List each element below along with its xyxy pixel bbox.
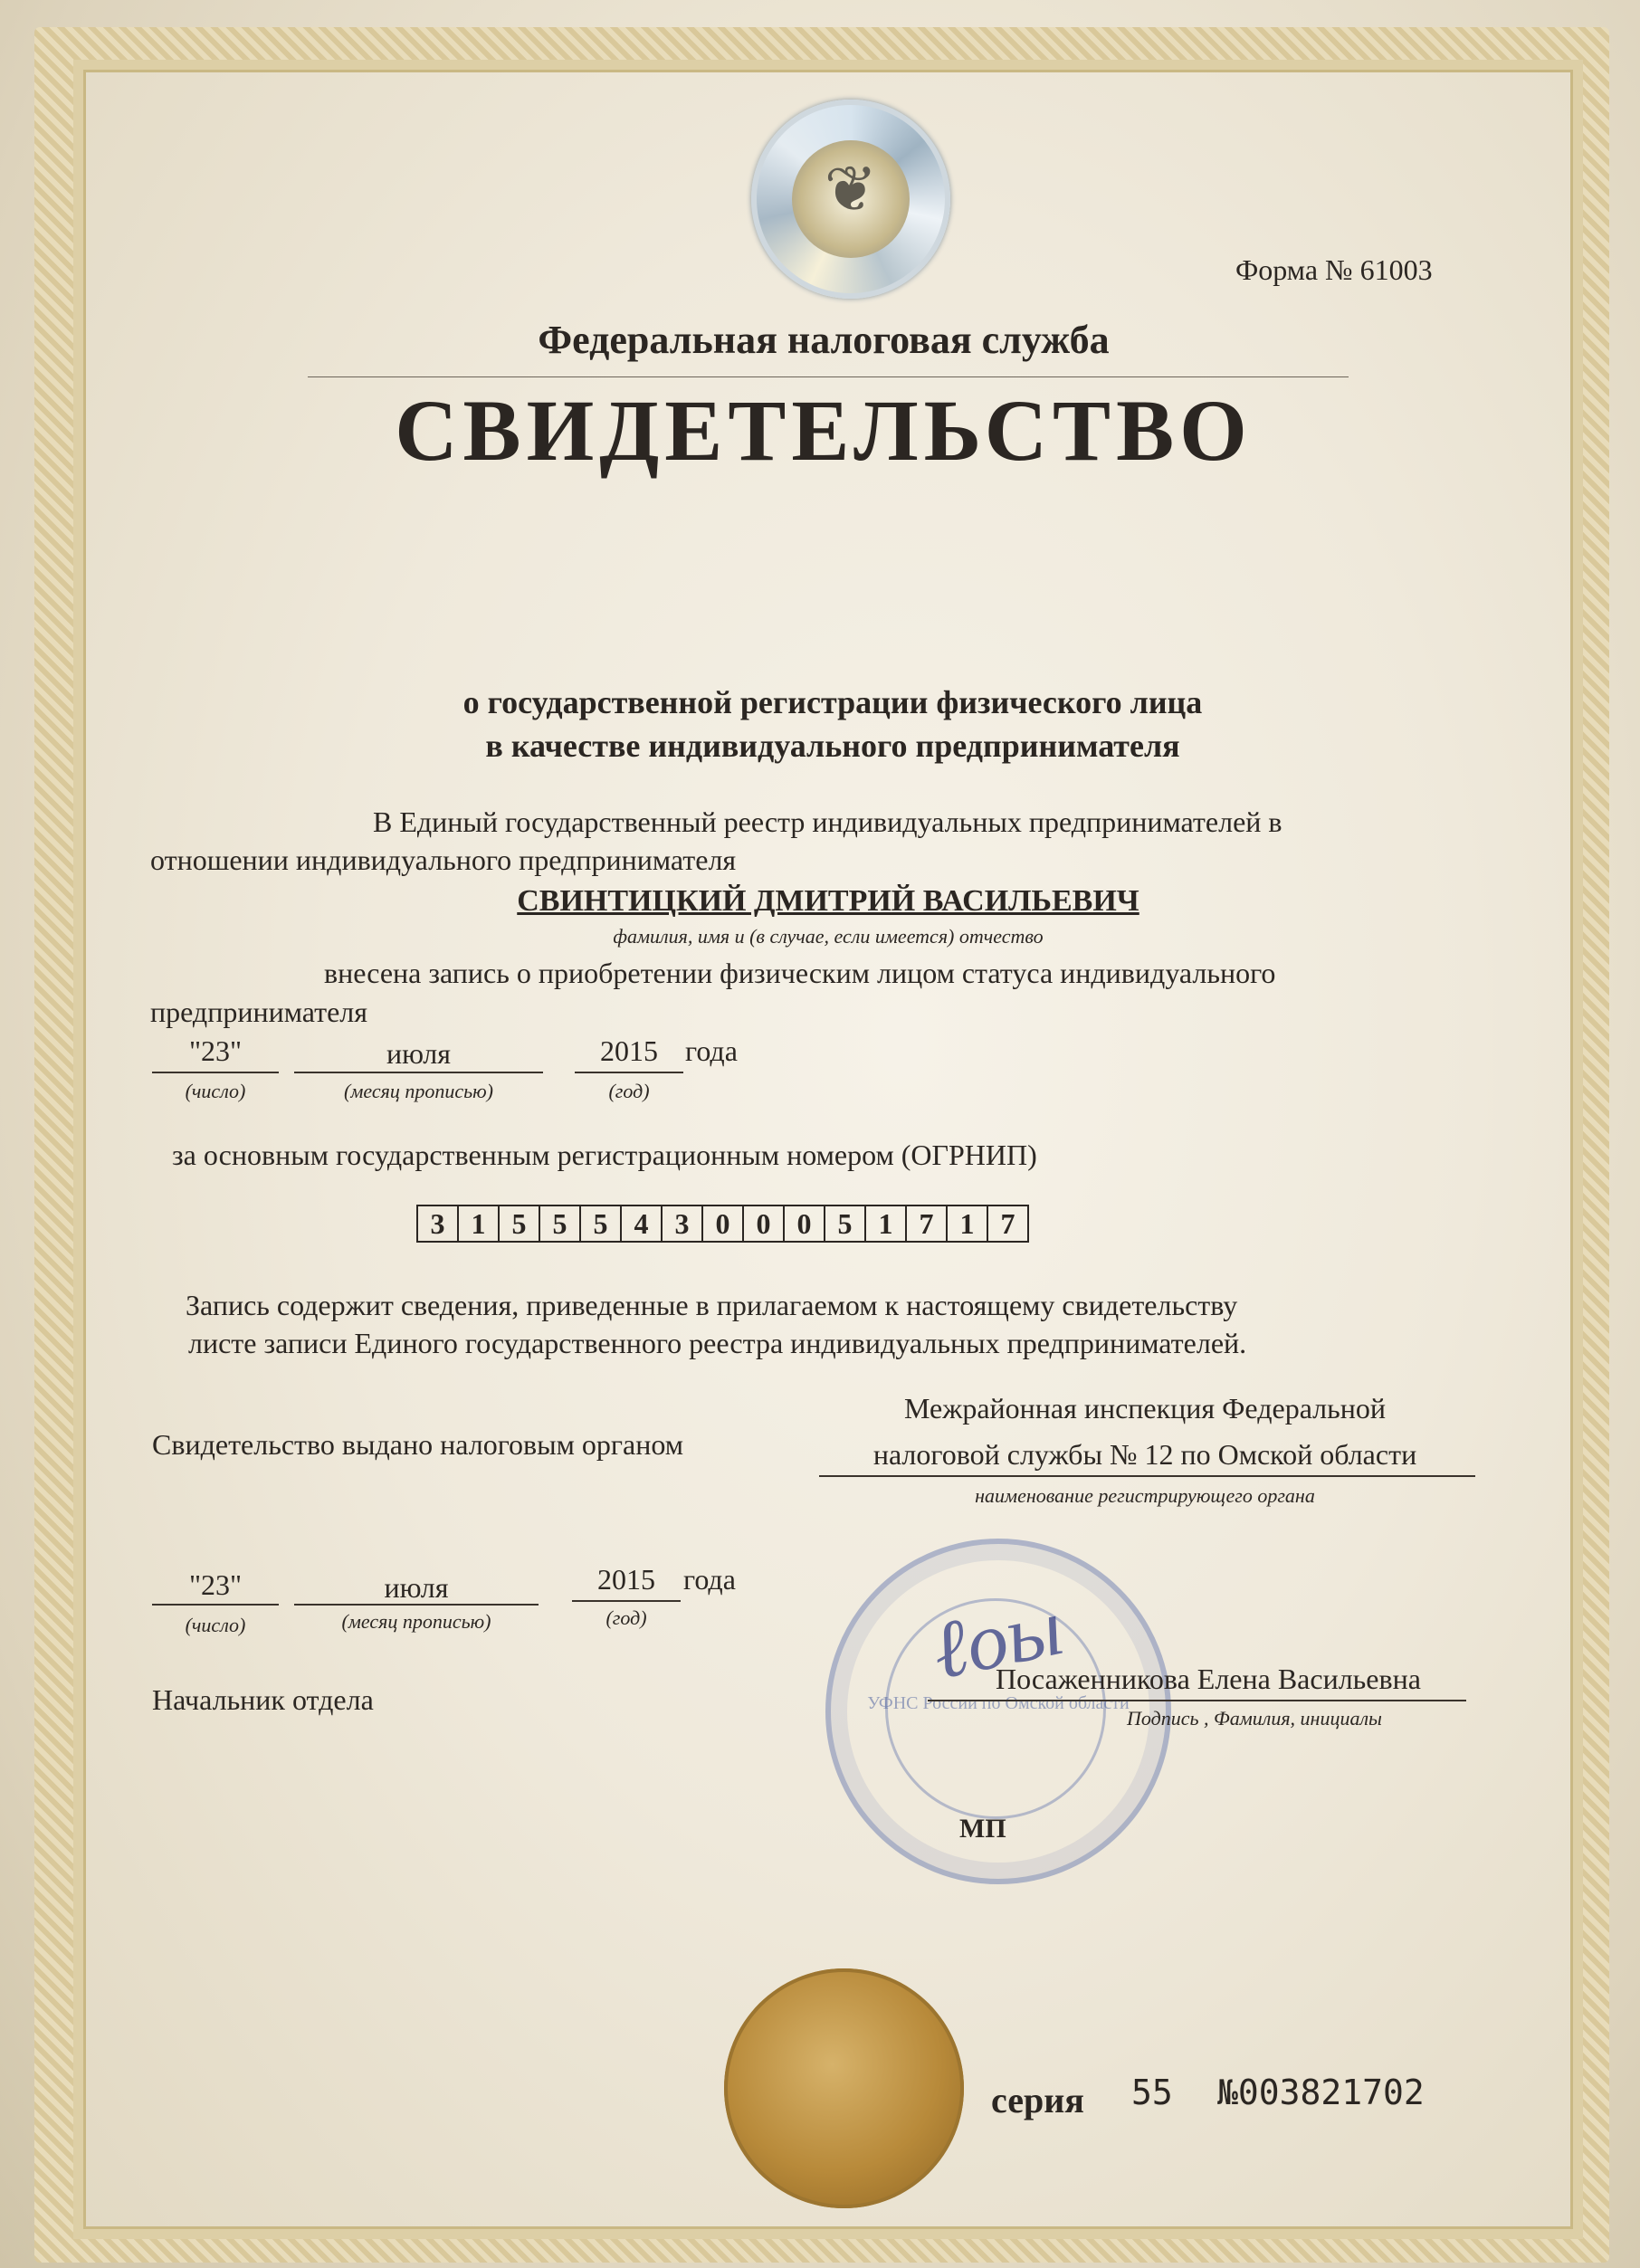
- record-line-1: внесена запись о приобретении физическим лицом статуса индивидуального: [324, 957, 1276, 989]
- ogrnip-digit: 5: [539, 1205, 581, 1243]
- intro-line-2: отношении индивидуального предпринимателя: [150, 843, 737, 876]
- ogrnip-digit: 3: [661, 1205, 703, 1243]
- date1-day: "23": [188, 1034, 243, 1067]
- date1-month-line: [294, 1072, 543, 1073]
- intro-line-1: В Единый государственный реестр индивидуальных предпринимателей в: [373, 805, 1282, 838]
- ogrnip-digit: 7: [905, 1205, 948, 1243]
- record-line-2: предпринимателя: [150, 996, 367, 1028]
- subtitle-line-1: о государственной регистрации физического лица: [462, 684, 1203, 720]
- date2-year: 2015: [597, 1563, 655, 1596]
- date1-year: 2015: [600, 1034, 658, 1067]
- ogrnip-digit: 7: [987, 1205, 1029, 1243]
- agency-underline: [308, 376, 1349, 377]
- date2-year-line: [572, 1600, 681, 1602]
- issuer-caption: наименование регистрирующего органа: [975, 1484, 1315, 1507]
- date2-day-caption: (число): [185, 1614, 246, 1636]
- mp-mark: МП: [959, 1814, 1006, 1844]
- entrepreneur-name-caption: фамилия, имя и (в случае, если имеется) отчество: [613, 925, 1044, 948]
- entrepreneur-name: СВИНТИЦКИЙ ДМИТРИЙ ВАСИЛЬЕВИЧ: [517, 884, 1139, 918]
- ogrnip-digit: 0: [742, 1205, 785, 1243]
- form-number: Форма № 61003: [1235, 253, 1433, 286]
- date2-year-caption: (год): [605, 1606, 647, 1629]
- date1-month: июля: [386, 1037, 451, 1070]
- date1-year-line: [575, 1072, 683, 1073]
- ogrnip-label: за основным государственным регистрационным номером (ОГРНИП): [172, 1139, 1037, 1171]
- date2-month-caption: (месяц прописью): [341, 1610, 491, 1633]
- date2-suffix: года: [683, 1563, 736, 1596]
- date2-day-line: [152, 1604, 279, 1606]
- gold-seal-icon: [724, 1968, 964, 2208]
- handwritten-signature: ℓoы: [924, 1582, 1071, 1697]
- signer-name: Посаженникова Елена Васильевна: [996, 1663, 1421, 1695]
- date1-year-caption: (год): [608, 1080, 650, 1102]
- ogrnip-digit: 5: [579, 1205, 622, 1243]
- date1-suffix: года: [685, 1034, 738, 1067]
- date1-day-caption: (число): [185, 1080, 246, 1102]
- series-label: серия: [991, 2080, 1084, 2120]
- issuer-line-1: Межрайонная инспекция Федеральной: [904, 1392, 1386, 1425]
- document-title: СВИДЕТЕЛЬСТВО: [395, 382, 1253, 479]
- date1-day-line: [152, 1072, 279, 1073]
- signer-caption: Подпись , Фамилия, инициалы: [1127, 1707, 1382, 1730]
- date2-day: "23": [188, 1568, 243, 1601]
- ogrnip-digit: 3: [416, 1205, 459, 1243]
- date2-month: июля: [384, 1571, 449, 1604]
- ogrnip-digit: 4: [620, 1205, 663, 1243]
- position-title: Начальник отдела: [152, 1683, 374, 1716]
- ogrnip-digit: 1: [457, 1205, 500, 1243]
- ogrnip-digit: 5: [824, 1205, 866, 1243]
- contains-line-2: листе записи Единого государственного реестра индивидуальных предпринимателей.: [188, 1327, 1247, 1359]
- ogrnip-digit: 1: [946, 1205, 988, 1243]
- series-value: 55: [1131, 2073, 1173, 2112]
- ogrnip-digit: 5: [498, 1205, 540, 1243]
- signer-underline: [928, 1700, 1466, 1701]
- issuer-line-2: налоговой службы № 12 по Омской области: [872, 1438, 1417, 1471]
- subtitle-line-2: в качестве индивидуального предпринимателя: [485, 728, 1180, 764]
- ogrnip-number: [418, 1205, 1029, 1243]
- date1-month-caption: (месяц прописью): [344, 1080, 493, 1102]
- hologram-emblem-icon: ❦: [751, 100, 950, 299]
- agency-name: Федеральная налоговая служба: [538, 318, 1110, 362]
- date2-month-line: [294, 1604, 539, 1606]
- serial-number: №003821702: [1217, 2073, 1425, 2112]
- official-stamp: УФНС России по Омской области: [825, 1539, 1171, 1884]
- ogrnip-digit: 0: [783, 1205, 825, 1243]
- contains-line-1: Запись содержит сведения, приведенные в прилагаемом к настоящему свидетельству: [186, 1289, 1238, 1321]
- issued-by-label: Свидетельство выдано налоговым органом: [152, 1428, 683, 1461]
- ogrnip-digit: 0: [701, 1205, 744, 1243]
- issuer-underline: [819, 1475, 1475, 1477]
- ogrnip-digit: 1: [864, 1205, 907, 1243]
